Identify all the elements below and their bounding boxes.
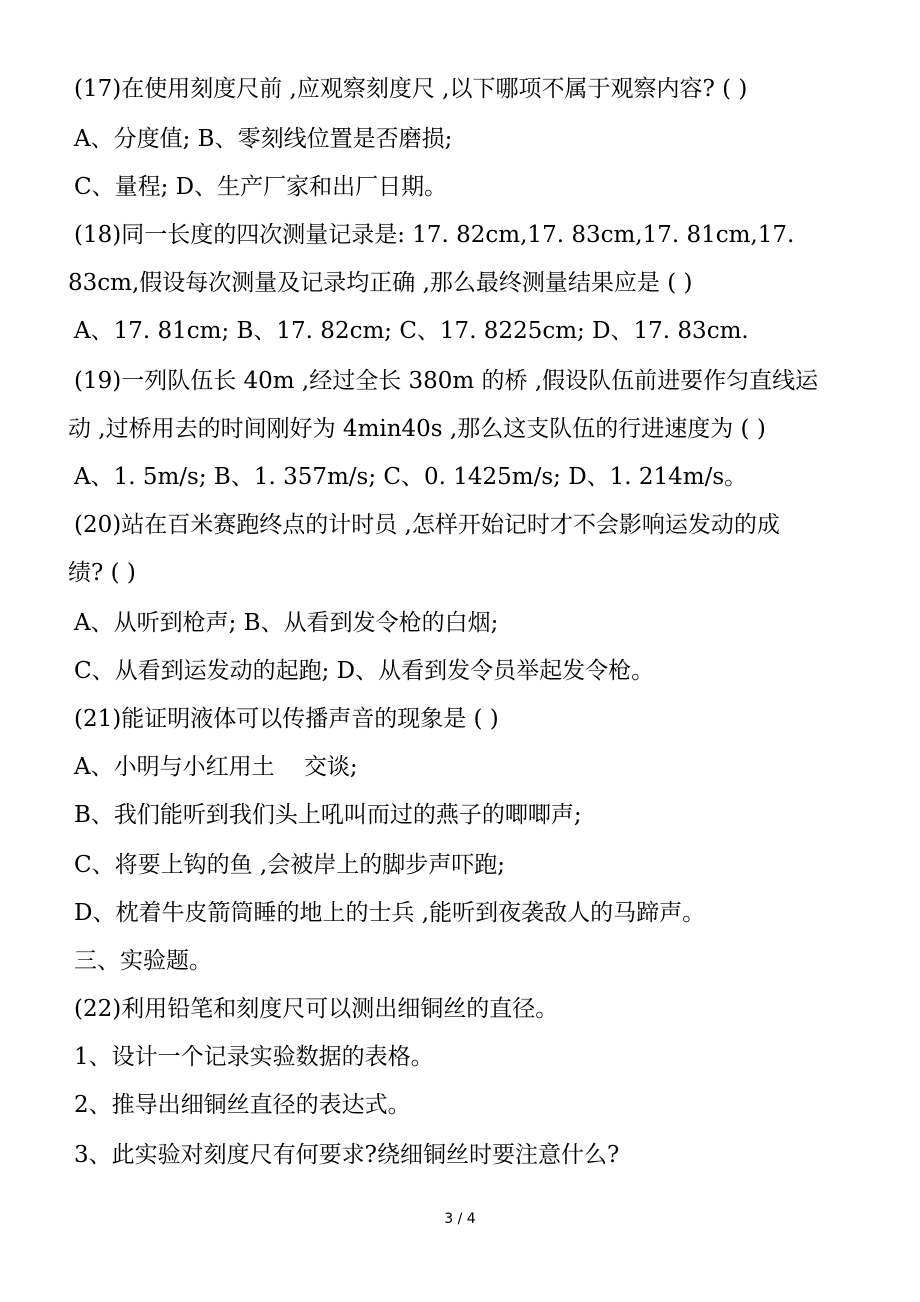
- question-19-options: A、1. 5m/s; B、1. 357m/s; C、0. 1425m/s; D、1. 214m/s。: [74, 464, 748, 490]
- question-19-stem-line-2: 动 ,过桥用去的时间刚好为 4min40s ,那么这支队伍的行进速度为 ( ): [68, 416, 766, 442]
- question-19-stem-line-1: (19)一列队伍长 40m ,经过全长 380m 的桥 ,假设队伍前进要作匀直线运: [74, 368, 819, 394]
- question-17-options-cd: C、量程; D、生产厂家和出厂日期。: [74, 174, 448, 200]
- question-21-option-d: D、枕着牛皮箭筒睡的地上的士兵 ,能听到夜袭敌人的马蹄声。: [74, 900, 706, 926]
- section-heading-experiment: 三、实验题。: [74, 948, 212, 974]
- question-20-stem-line-1: (20)站在百米赛跑终点的计时员 ,怎样开始记时才不会影响运发动的成: [74, 512, 780, 538]
- question-22-stem: (22)利用铅笔和刻度尺可以测出细铜丝的直径。: [74, 996, 559, 1022]
- question-18-stem-line-2: 83cm,假设每次测量及记录均正确 ,那么最终测量结果应是 ( ): [68, 270, 693, 296]
- question-20-options-ab: A、从听到枪声; B、从看到发令枪的白烟;: [74, 610, 499, 636]
- question-21-stem: (21)能证明液体可以传播声音的现象是 ( ): [74, 706, 499, 732]
- question-21-option-a: A、小明与小红用土 交谈;: [74, 754, 358, 780]
- question-21-option-b: B、我们能听到我们头上吼叫而过的燕子的唧唧声;: [74, 802, 582, 828]
- question-17-options-ab: A、分度值; B、零刻线位置是否磨损;: [74, 126, 453, 152]
- question-22-task-2: 2、推导出细铜丝直径的表达式。: [74, 1092, 411, 1118]
- question-17-stem: (17)在使用刻度尺前 ,应观察刻度尺 ,以下哪项不属于观察内容? ( ): [74, 76, 748, 102]
- question-22-task-1: 1、设计一个记录实验数据的表格。: [74, 1044, 434, 1070]
- question-20-options-cd: C、从看到运发动的起跑; D、从看到发令员举起发令枪。: [74, 658, 655, 684]
- question-22-task-3: 3、此实验对刻度尺有何要求?绕细铜丝时要注意什么?: [74, 1142, 620, 1168]
- page-number: 3 / 4: [444, 1211, 476, 1227]
- question-18-stem-line-1: (18)同一长度的四次测量记录是: 17. 82cm,17. 83cm,17. 81cm,17.: [74, 222, 795, 248]
- question-20-stem-line-2: 绩? ( ): [68, 560, 136, 586]
- question-18-options: A、17. 81cm; B、17. 82cm; C、17. 8225cm; D、17. 83cm.: [74, 318, 749, 344]
- question-21-option-c: C、将要上钩的鱼 ,会被岸上的脚步声吓跑;: [74, 852, 505, 878]
